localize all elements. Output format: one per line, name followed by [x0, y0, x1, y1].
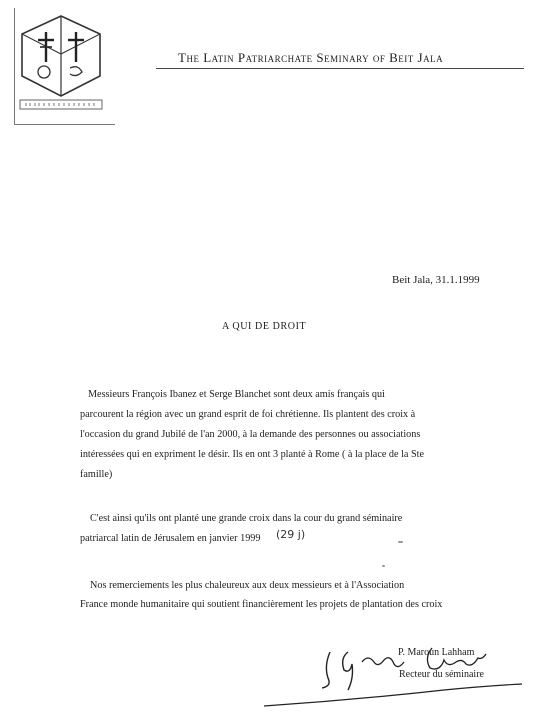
scan-speck [382, 565, 385, 567]
paragraph1-line: famille) [80, 469, 113, 480]
signatory-title: Recteur du séminaire [399, 669, 484, 680]
paragraph2-line: patriarcal latin de Jérusalem en janvier 1999 [80, 533, 261, 544]
paragraph1-line: l'occasion du grand Jubilé de l'an 2000, à la demande des personnes ou associations [80, 429, 421, 440]
handwritten-annotation: (29 j) [276, 528, 306, 541]
paragraph3-line: Nos remerciements les plus chaleureux aux deux messieurs et à l'Association [90, 580, 405, 591]
letter-date: Beit Jala, 31.1.1999 [392, 274, 480, 286]
signatory-name: P. Maroun Lahham [398, 647, 475, 658]
paragraph3-line: France monde humanitaire qui soutient financièrement les projets de plantation des croix [80, 599, 443, 610]
paragraph2-line: C'est ainsi qu'ils ont planté une grande croix dans la cour du grand séminaire [90, 513, 403, 524]
paragraph1-line: Messieurs François Ibanez et Serge Blanchet sont deux amis français qui [88, 389, 385, 400]
institution-name: The Latin Patriarchate Seminary of Beit Jala [178, 50, 444, 65]
seminary-logo [18, 14, 104, 114]
paragraph1-line: intéressées qui en expriment le désir. Ils en ont 3 planté à Rome ( à la place de la Ste [80, 449, 424, 460]
header-rule [156, 68, 524, 69]
scan-speck [398, 541, 403, 543]
handwritten-signature [262, 618, 524, 714]
letter-heading: A QUI DE DROIT [222, 321, 307, 332]
paragraph1-line: parcourent la région avec un grand esprit de foi chrétienne. Ils plantent des croix à [80, 409, 416, 420]
